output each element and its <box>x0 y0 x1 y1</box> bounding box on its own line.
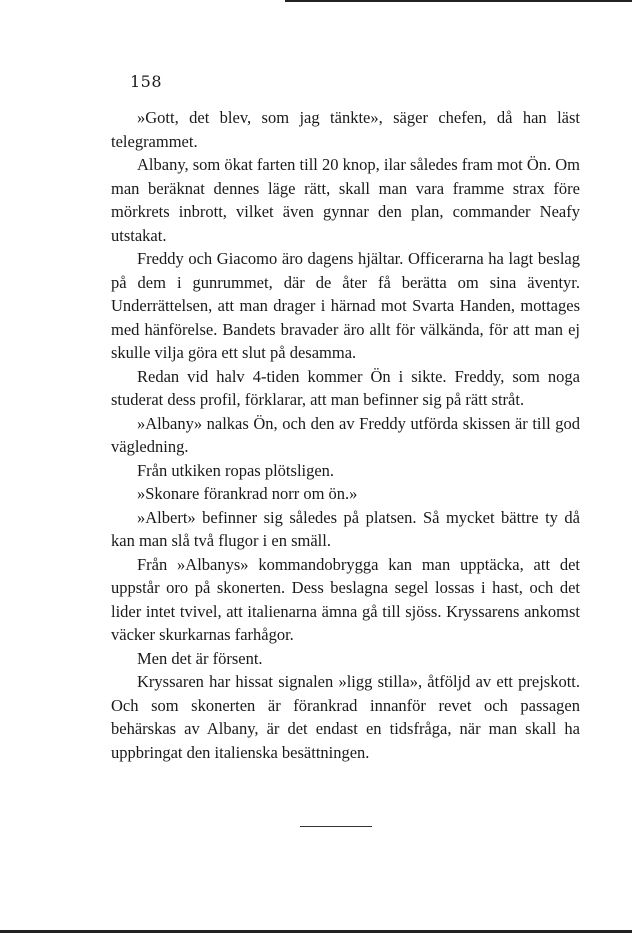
top-border-line <box>285 0 632 2</box>
paragraph-3: Freddy och Giacomo äro dagens hjältar. Officerarna ha lagt beslag på dem i gunrummet, där de åter få berätta om sina äventyr. Underrättelsen, att man drager i härnad mot Svarta Handen, mottages med hänförelse. Bandets bravader äro allt för välkända, för att man ej skulle vilja göra ett slut på desamma. <box>111 249 580 362</box>
page-number: 158 <box>130 72 163 91</box>
paragraph-7: »Skonare förankrad norr om ön.» <box>137 484 358 503</box>
paragraph-9: Från »Albanys» kommandobrygga kan man upptäcka, att det uppstår oro på skonerten. Dess beslagna segel lossas i hast, och det lider intet tvivel, att italienarna ämna gå till sjöss. Kryssarens ankomst väcker skurkarnas farhågor. <box>111 554 580 644</box>
paragraph-1: »Gott, det blev, som jag tänkte», säger chefen, då han läst telegrammet. <box>111 108 580 151</box>
paragraph-5: »Albany» nalkas Ön, och den av Freddy utförda skissen är till god vägledning. <box>111 413 580 456</box>
paragraph-8: »Albert» befinner sig således på platsen. Så mycket bättre ty då kan man slå två flugor i en smäll. <box>111 507 580 550</box>
paragraph-4: Redan vid halv 4-tiden kommer Ön i sikte. Freddy, som noga studerat dess profil, förklarar, att man befinner sig på rätt stråt. <box>111 366 580 409</box>
paragraph-11: Kryssaren har hissat signalen »ligg stilla», åtföljd av ett prejskott. Och som skonerten är förankrad innanför revet och passagen behärskas av Albany, är det endast en tidsfråga, när man skall ha uppbringat den italienska besättningen. <box>111 672 580 762</box>
section-end-rule <box>300 826 372 827</box>
body-text <box>111 106 580 764</box>
paragraph-2: Albany, som ökat farten till 20 knop, ilar således fram mot Ön. Om man beräknat dennes läge rätt, skall man vara framme strax före mörkrets inbrott, vilket även gynnar den plan, commander Neafy utstakat. <box>111 155 580 245</box>
paragraph-10: Men det är försent. <box>137 648 263 668</box>
paragraph-6: Från utkiken ropas plötsligen. <box>137 460 335 480</box>
